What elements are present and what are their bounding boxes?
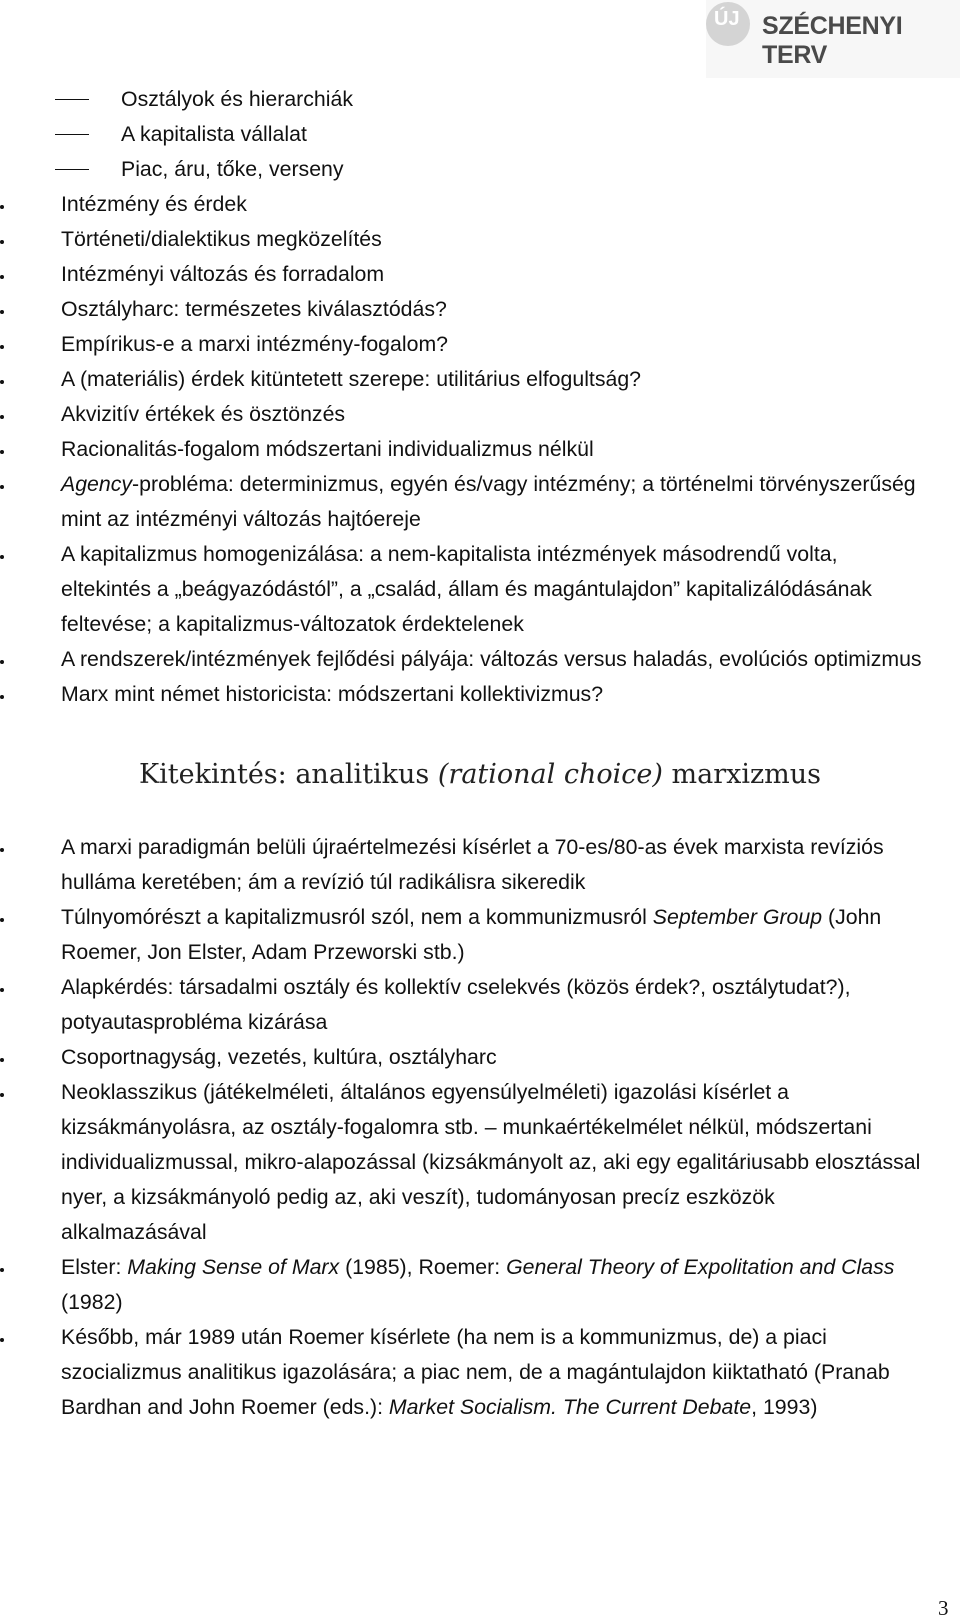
bullet-icon bbox=[0, 918, 4, 922]
bullet-list-item bbox=[0, 677, 960, 712]
dash-item-text: A kapitalista vállalat bbox=[121, 122, 307, 146]
dash-list-item bbox=[0, 117, 960, 152]
bullet-icon bbox=[0, 1268, 4, 1272]
bullet-list-item bbox=[0, 362, 960, 397]
bullet-icon bbox=[0, 275, 4, 279]
bullet-text: Akvizitív értékek és ösztönzés bbox=[61, 402, 346, 426]
book-title: General Theory of Expolitation and Class bbox=[506, 1255, 895, 1279]
bullet-list-item bbox=[0, 1075, 960, 1250]
dash-list-item bbox=[0, 82, 960, 117]
dash-item-text: Osztályok és hierarchiák bbox=[121, 87, 353, 111]
section-heading-post: marxizmus bbox=[662, 759, 822, 790]
bullet-icon bbox=[0, 1093, 4, 1097]
bullet-list-item bbox=[0, 537, 960, 642]
bullet-icon bbox=[0, 380, 4, 384]
bullet-text: A (materiális) érdek kitüntetett szerepe: utilitárius elfogultság? bbox=[61, 367, 642, 391]
bullet-text: Intézmény és érdek bbox=[61, 192, 247, 216]
bullet-list-item bbox=[0, 642, 960, 677]
bullet-icon bbox=[0, 1338, 4, 1342]
bullet-icon bbox=[0, 240, 4, 244]
bullet-icon bbox=[0, 660, 4, 664]
bullet-list-item bbox=[0, 1250, 960, 1320]
bullet-text: (1982) bbox=[61, 1290, 123, 1314]
bullet-text: Történeti/dialektikus megközelítés bbox=[61, 227, 382, 251]
bullet-text: A kapitalizmus homogenizálása: a nem-kapitalista intézmények másodrendű volta, eltekintés a „beágyazódástól”, a „család, állam és magántulajdon” kapitalizálódásának feltevése; a kapitalizmus-változatok érdektelenek bbox=[61, 542, 872, 636]
book-title: Making Sense of Marx bbox=[127, 1255, 340, 1279]
bullet-icon bbox=[0, 988, 4, 992]
page-number: 3 bbox=[938, 1596, 949, 1620]
bullet-text: A rendszerek/intézmények fejlődési pályája: változás versus haladás, evolúciós optimizmus bbox=[61, 647, 922, 671]
document-body bbox=[0, 82, 960, 1425]
bullet-list-item bbox=[0, 467, 960, 537]
dash-item-text: Piac, áru, tőke, verseny bbox=[121, 157, 344, 181]
september-group-term: September Group bbox=[652, 905, 823, 929]
bullet-list-item bbox=[0, 222, 960, 257]
agency-term: Agency bbox=[61, 472, 133, 496]
logo-wordmark: SZÉCHENYI TERV bbox=[762, 12, 903, 69]
bullet-icon bbox=[0, 555, 4, 559]
bullet-text: Empírikus-e a marxi intézmény-fogalom? bbox=[61, 332, 449, 356]
bullet-text: , 1993) bbox=[751, 1395, 818, 1419]
bullet-list-item bbox=[0, 432, 960, 467]
logo-uj-text: ÚJ bbox=[714, 8, 740, 30]
section-heading bbox=[0, 750, 960, 800]
bullet-icon bbox=[0, 310, 4, 314]
bullet-icon bbox=[0, 485, 4, 489]
bullet-list-item bbox=[0, 1040, 960, 1075]
bullet-list-item bbox=[0, 327, 960, 362]
bullet-list-item bbox=[0, 970, 960, 1040]
bullet-list-item bbox=[0, 257, 960, 292]
bullet-text: Osztályharc: természetes kiválasztódás? bbox=[61, 297, 447, 321]
bullet-icon bbox=[0, 450, 4, 454]
bullet-icon bbox=[0, 848, 4, 852]
bullet-list-item bbox=[0, 187, 960, 222]
bullet-text: A marxi paradigmán belüli újraértelmezési kísérlet a 70-es/80-as évek marxista revíziós hulláma keretében; ám a revízió túl radikálisra sikeredik bbox=[61, 835, 884, 894]
section-heading-pre: Kitekintés: analitikus bbox=[138, 759, 438, 790]
bullet-text: Alapkérdés: társadalmi osztály és kollektív cselekvés (közös érdek?, osztálytudat?), potyautasprobléma kizárása bbox=[61, 975, 851, 1034]
dash-marker-icon bbox=[55, 134, 89, 135]
bullet-text: Elster: bbox=[61, 1255, 128, 1279]
bullet-list-item bbox=[0, 1320, 960, 1425]
bullet-text: (1985), Roemer: bbox=[339, 1255, 507, 1279]
bullet-icon bbox=[0, 1058, 4, 1062]
bullet-text: Később, már 1989 után Roemer kísérlete (ha nem is a kommunizmus, de) a piaci szocializmus analitikus igazolására; a piac nem, de a magántulajdon kiiktatható (Pranab Bardhan and John Roemer (eds.): bbox=[61, 1325, 890, 1419]
szechenyi-terv-logo bbox=[706, 0, 960, 78]
bullet-text: Intézményi változás és forradalom bbox=[61, 262, 385, 286]
bullet-text: Racionalitás-fogalom módszertani individualizmus nélkül bbox=[61, 437, 594, 461]
dash-marker-icon bbox=[55, 169, 89, 170]
bullet-icon bbox=[0, 415, 4, 419]
bullet-icon bbox=[0, 345, 4, 349]
bullet-text: Marx mint német historicista: módszertani kollektivizmus? bbox=[61, 682, 604, 706]
bullet-list-item bbox=[0, 292, 960, 327]
bullet-text: Neoklasszikus (játékelméleti, általános egyensúlyelméleti) igazolási kísérlet a kizsákmányolásra, az osztály-fogalomra stb. – munkaértékelmélet nélkül, módszertani individualizmussal, mikro-alapozással (kizsákmányolt az, aki egy egalitáriusabb elosztással nyer, a kizsákmányoló pedig az, aki veszít), tudományosan precíz eszközök alkalmazásával bbox=[61, 1080, 921, 1244]
bullet-text: -probléma: determinizmus, egyén és/vagy intézmény; a történelmi törvényszerűség mint az intézményi változás hajtóereje bbox=[61, 472, 916, 531]
dash-list-item bbox=[0, 152, 960, 187]
bullet-text: (John Roemer, Jon Elster, Adam Przeworski stb.) bbox=[61, 905, 882, 964]
bullet-text: Túlnyomórészt a kapitalizmusról szól, nem a kommunizmusról bbox=[61, 905, 653, 929]
bullet-list-item bbox=[0, 830, 960, 900]
bullet-icon bbox=[0, 205, 4, 209]
bullet-list-item bbox=[0, 397, 960, 432]
dash-marker-icon bbox=[55, 99, 89, 100]
book-title: Market Socialism. The Current Debate bbox=[388, 1395, 752, 1419]
bullet-icon bbox=[0, 695, 4, 699]
bullet-list-item bbox=[0, 900, 960, 970]
section-heading-italic: (rational choice) bbox=[437, 759, 663, 790]
bullet-text: Csoportnagyság, vezetés, kultúra, osztályharc bbox=[61, 1045, 497, 1069]
